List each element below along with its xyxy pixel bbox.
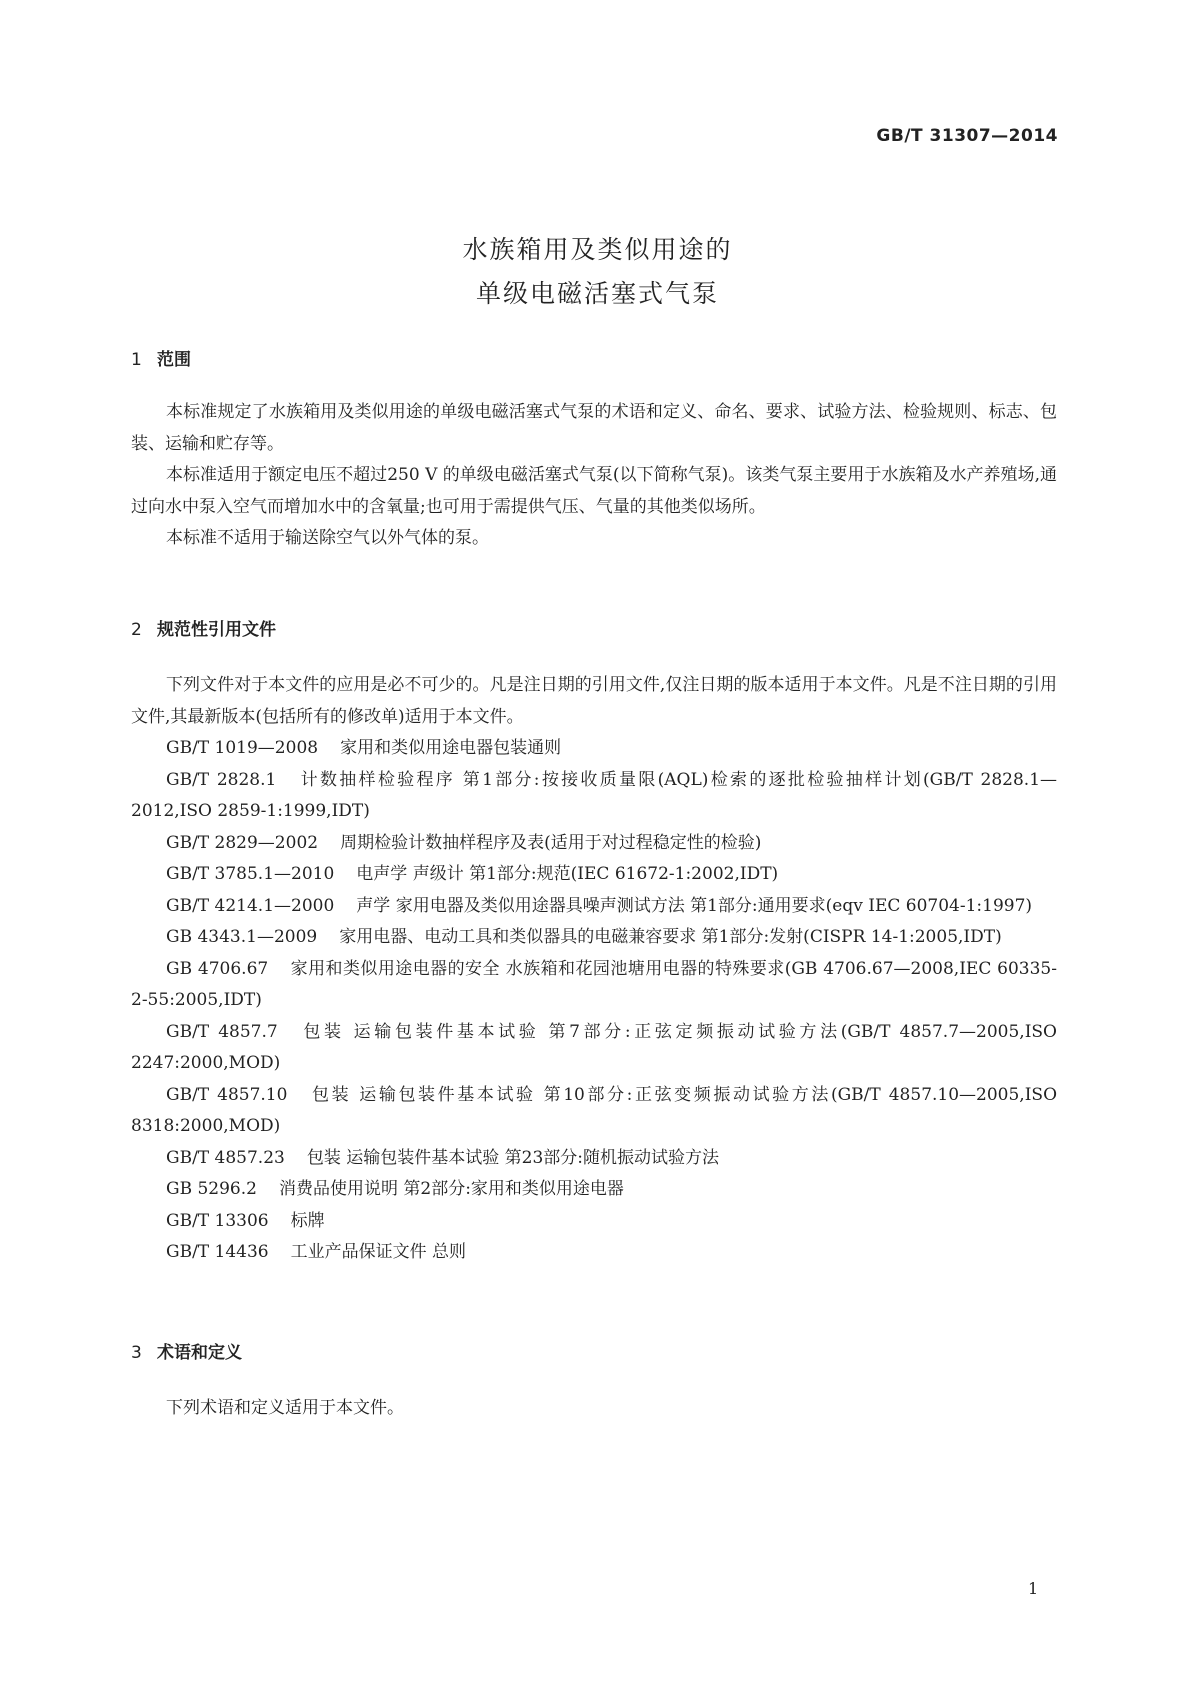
reference-item [131, 891, 1057, 923]
reference-code: GB/T 4857.7 [166, 1021, 278, 1042]
reference-item [131, 954, 1057, 1017]
section-1-number: 1 [131, 350, 142, 370]
section-3-title: 术语和定义 [157, 1343, 242, 1363]
reference-item [131, 1017, 1057, 1080]
reference-code: GB 5296.2 [166, 1179, 257, 1199]
reference-title: 声学 家用电器及类似用途器具噪声测试方法 第1部分:通用要求(eqv IEC 60704-1:1997) [356, 895, 1033, 916]
reference-item [131, 765, 1057, 828]
reference-title: 消费品使用说明 第2部分:家用和类似用途电器 [278, 1179, 624, 1199]
reference-code: GB/T 1019—2008 [166, 738, 319, 758]
reference-title: 包装 运输包装件基本试验 第23部分:随机振动试验方法 [306, 1147, 720, 1168]
paragraph: 本标准不适用于输送除空气以外气体的泵。 [166, 528, 489, 548]
section-1-title: 范围 [157, 350, 191, 370]
reference-title: 标牌 [290, 1210, 325, 1231]
reference-code: GB/T 3785.1—2010 [166, 864, 335, 884]
section-3-number: 3 [131, 1343, 142, 1363]
reference-item [131, 1206, 1057, 1238]
paragraph: 下列文件对于本文件的应用是必不可少的。凡是注日期的引用文件,仅注日期的版本适用于本文件。凡是不注日期的引用文件,其最新版本(包括所有的修改单)适用于本文件。 [131, 675, 1057, 727]
reference-code: GB/T 13306 [166, 1210, 269, 1231]
section-2-body [131, 670, 1057, 1269]
reference-title: 家用和类似用途电器包装通则 [340, 738, 562, 758]
reference-title: 工业产品保证文件 总则 [290, 1242, 467, 1262]
paragraph: 本标准规定了水族箱用及类似用途的单级电磁活塞式气泵的术语和定义、命名、要求、试验方法、检验规则、标志、包装、运输和贮存等。 [131, 402, 1057, 454]
paragraph: 下列术语和定义适用于本文件。 [166, 1398, 404, 1418]
section-1-heading [131, 345, 191, 370]
reference-title: 周期检验计数抽样程序及表(适用于对过程稳定性的检验) [340, 832, 762, 853]
reference-item [131, 859, 1057, 891]
section-3-heading [131, 1338, 242, 1363]
reference-item [131, 1174, 1057, 1206]
reference-item [131, 922, 1057, 954]
section-2-number: 2 [131, 620, 142, 640]
title-line-2: 单级电磁活塞式气泵 [475, 279, 719, 308]
reference-code: GB 4343.1—2009 [166, 927, 318, 947]
page-number: 1 [1028, 1579, 1039, 1598]
reference-code: GB 4706.67 [166, 958, 269, 979]
reference-code: GB/T 4857.23 [166, 1147, 285, 1168]
section-2-title: 规范性引用文件 [157, 620, 276, 640]
reference-title: 包装 运输包装件基本试验 第10部分:正弦变频振动试验方法(GB/T 4857.10—2005,ISO 8318:2000,MOD) [131, 1084, 1058, 1136]
standard-number: GB/T 31307—2014 [876, 126, 1058, 146]
reference-list [131, 733, 1057, 1269]
paragraph: 本标准适用于额定电压不超过250 V 的单级电磁活塞式气泵(以下简称气泵)。该类气泵主要用于水族箱及水产养殖场,通过向水中泵入空气而增加水中的含氧量;也可用于需提供气压、气量的其他类似场所。 [131, 465, 1057, 517]
reference-item [131, 1080, 1057, 1143]
reference-code: GB/T 2829—2002 [166, 832, 319, 853]
reference-title: 计数抽样检验程序 第1部分:按接收质量限(AQL)检索的逐批检验抽样计划(GB/T 2828.1—2012,ISO 2859-1:1999,IDT) [131, 769, 1058, 821]
reference-title: 电声学 声级计 第1部分:规范(IEC 61672-1:2002,IDT) [356, 864, 779, 884]
section-2-heading [131, 615, 276, 640]
reference-code: GB/T 4214.1—2000 [166, 895, 335, 916]
title-line-1: 水族箱用及类似用途的 [462, 235, 733, 264]
reference-title: 包装 运输包装件基本试验 第7部分:正弦定频振动试验方法(GB/T 4857.7—2005,ISO 2247:2000,MOD) [131, 1021, 1057, 1073]
reference-title: 家用电器、电动工具和类似器具的电磁兼容要求 第1部分:发射(CISPR 14-1:2005,IDT) [339, 927, 1002, 947]
reference-title: 家用和类似用途电器的安全 水族箱和花园池塘用电器的特殊要求(GB 4706.67—2008,IEC 60335-2-55:2005,IDT) [131, 958, 1057, 1010]
reference-item [131, 1237, 1057, 1269]
reference-code: GB/T 2828.1 [166, 769, 277, 790]
reference-code: GB/T 14436 [166, 1242, 269, 1262]
section-1-body [131, 397, 1057, 555]
section-3-body [131, 1393, 1057, 1425]
reference-item [131, 1143, 1057, 1175]
reference-code: GB/T 4857.10 [166, 1084, 288, 1105]
reference-item [131, 828, 1057, 860]
document-title [0, 228, 1191, 316]
reference-item [131, 733, 1057, 765]
